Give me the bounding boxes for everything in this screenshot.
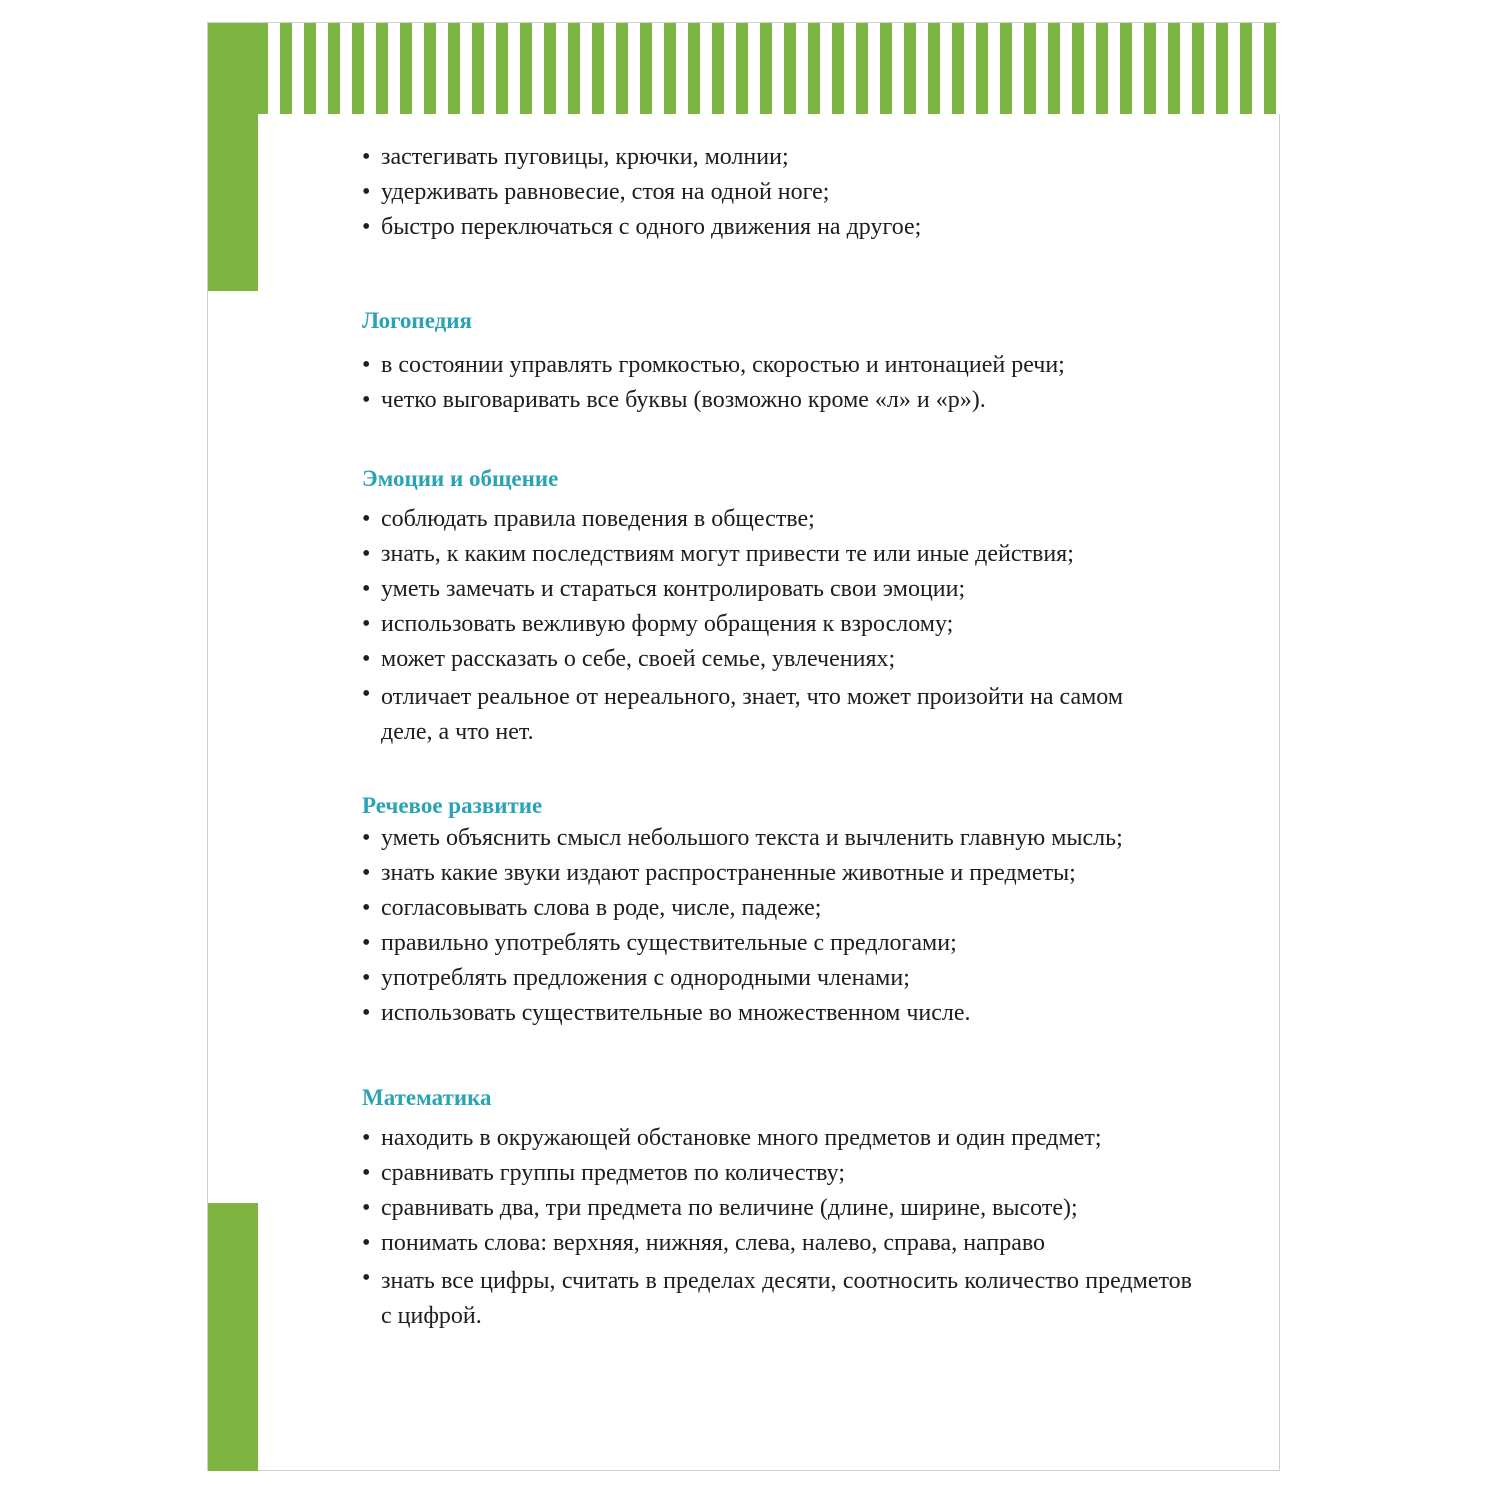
list-item: • знать все цифры, считать в пределах десяти, соотносить количество предметов с цифрой. bbox=[362, 1261, 1192, 1337]
list-item: • уметь объяснить смысл небольшого текста и вычленить главную мысль; bbox=[362, 821, 1192, 856]
decorative-side-bar-bottom bbox=[208, 1203, 258, 1471]
section-list bbox=[362, 821, 1192, 1031]
intro-list-block bbox=[362, 140, 1192, 245]
list-item: • уметь замечать и стараться контролировать свои эмоции; bbox=[362, 572, 1192, 607]
list-item: • знать, к каким последствиям могут привести те или иные действия; bbox=[362, 537, 1192, 572]
list-item: • удерживать равновесие, стоя на одной ноге; bbox=[362, 175, 1192, 210]
section-heading: Речевое развитие bbox=[362, 793, 543, 818]
section-speech bbox=[362, 791, 1192, 1031]
list-item: • отличает реальное от нереального, знает, что может произойти на самом деле, а что нет. bbox=[362, 677, 1141, 753]
list-item: • понимать слова: верхняя, нижняя, слева, налево, справа, направо bbox=[362, 1226, 1192, 1261]
list-item: • застегивать пуговицы, крючки, молнии; bbox=[362, 140, 1192, 175]
list-item: • правильно употреблять существительные с предлогами; bbox=[362, 926, 1192, 961]
section-math bbox=[362, 1083, 1192, 1337]
list-item: • соблюдать правила поведения в обществе; bbox=[362, 502, 1192, 537]
list-item: • согласовывать слова в роде, числе, падеже; bbox=[362, 891, 1192, 926]
section-logopedia bbox=[362, 306, 1192, 418]
section-heading: Эмоции и общение bbox=[362, 466, 559, 491]
decorative-stripe-band bbox=[208, 23, 1281, 114]
list-item: • использовать вежливую форму обращения к взрослому; bbox=[362, 607, 1192, 642]
list-item: • быстро переключаться с одного движения на другое; bbox=[362, 210, 1192, 245]
decorative-side-bar-top bbox=[208, 23, 258, 291]
section-list bbox=[362, 1121, 1192, 1337]
list-item: • сравнивать группы предметов по количеству; bbox=[362, 1156, 1192, 1191]
section-emotions bbox=[362, 464, 1192, 753]
list-item: • находить в окружающей обстановке много предметов и один предмет; bbox=[362, 1121, 1192, 1156]
list-item: • знать какие звуки издают распространенные животные и предметы; bbox=[362, 856, 1192, 891]
list-item: • сравнивать два, три предмета по величине (длине, ширине, высоте); bbox=[362, 1191, 1192, 1226]
list-item: • употреблять предложения с однородными членами; bbox=[362, 961, 1192, 996]
list-item: • в состоянии управлять громкостью, скоростью и интонацией речи; bbox=[362, 348, 1192, 383]
section-heading: Математика bbox=[362, 1085, 492, 1110]
section-list bbox=[362, 502, 1192, 753]
intro-list bbox=[362, 140, 1192, 245]
list-item: • использовать существительные во множественном числе. bbox=[362, 996, 1192, 1031]
list-item: • четко выговаривать все буквы (возможно кроме «л» и «р»). bbox=[362, 383, 1192, 418]
list-item: • может рассказать о себе, своей семье, увлечениях; bbox=[362, 642, 1192, 677]
section-heading: Логопедия bbox=[362, 308, 472, 333]
section-list bbox=[362, 348, 1192, 418]
